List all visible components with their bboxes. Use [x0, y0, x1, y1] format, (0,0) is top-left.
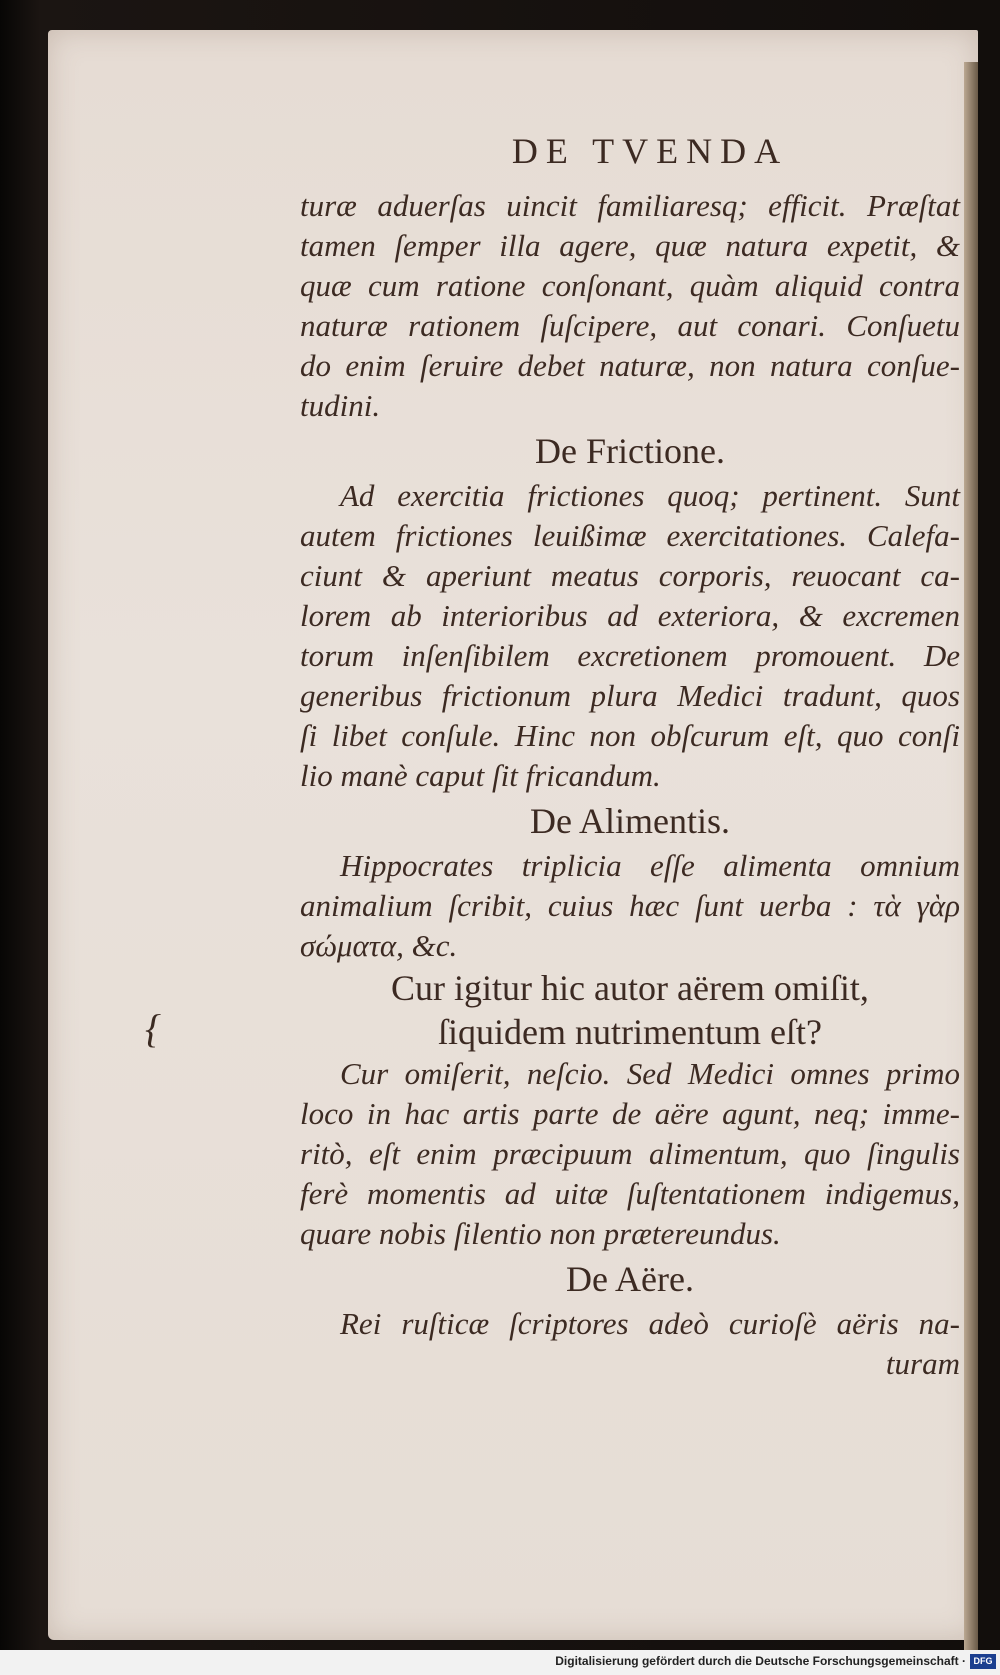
- text-line: Rei ruſticæ ſcriptores adeò curioſè aëris na-: [340, 1306, 960, 1341]
- text-line: loco in hac artis parte de aëre agunt, neq; imme-: [300, 1096, 960, 1131]
- margin-bracket: {: [145, 1006, 161, 1051]
- text-line: ferè momentis ad uitæ ſuſtentationem indigemus,: [300, 1176, 960, 1211]
- text-line: quæ cum ratione conſonant, quàm aliquid contra: [300, 268, 960, 303]
- page-text: [300, 130, 960, 1384]
- funding-credit: Digitalisierung gefördert durch die Deutsche Forschungsgemeinschaft ·: [555, 1654, 966, 1668]
- paragraph-answer: [300, 1054, 960, 1254]
- text-line: ſi libet conſule. Hinc non obſcurum eſt, quo conſi: [300, 718, 960, 753]
- section-heading-friction: De Frictione.: [535, 431, 725, 471]
- text-line: Hippocrates triplicia eſſe alimenta omnium: [340, 848, 960, 883]
- running-head: DE TVENDA: [511, 131, 789, 171]
- text-line: torum inſenſibilem excretionem promouent. De: [300, 638, 960, 673]
- text-line: tudini.: [300, 388, 381, 423]
- text-line: naturæ rationem ſuſcipere, aut conari. Conſuetu: [300, 308, 960, 343]
- catchword: turam: [885, 1346, 960, 1381]
- text-line: generibus frictionum plura Medici tradunt, quos: [300, 678, 960, 713]
- paragraph-continuation: [300, 186, 960, 426]
- text-line: quare nobis ſilentio non prætereundus.: [300, 1216, 781, 1251]
- text-line: σώματα, &c.: [300, 928, 458, 963]
- text-line: turæ aduerſas uincit familiaresq; efficit. Præſtat: [300, 188, 960, 223]
- question-line: Cur igitur hic autor aërem omiſit,: [391, 968, 869, 1008]
- paragraph-friction: [300, 476, 960, 796]
- paragraph-aliment: [300, 846, 960, 966]
- footer-bar: [0, 1650, 1000, 1675]
- text-line: ciunt & aperiunt meatus corporis, reuocant ca-: [300, 558, 960, 593]
- question-heading: [300, 966, 960, 1054]
- text-line: ritò, eſt enim præcipuum alimentum, quo ſingulis: [300, 1136, 960, 1171]
- text-line: do enim ſeruire debet naturæ, non natura conſue-: [300, 348, 960, 383]
- text-line: Cur omiſerit, neſcio. Sed Medici omnes primo: [340, 1056, 960, 1091]
- text-line: Ad exercitia frictiones quoq; pertinent. Sunt: [340, 478, 960, 513]
- section-heading-air: De Aëre.: [566, 1259, 694, 1299]
- text-line: autem frictiones leuißimæ exercitationes. Calefa-: [300, 518, 960, 553]
- text-line: lorem ab interioribus ad exteriora, & excremen: [300, 598, 960, 633]
- text-line: tamen ſemper illa agere, quæ natura expetit, &: [300, 228, 960, 263]
- page-edge: [964, 62, 978, 1662]
- section-heading-aliment: De Alimentis.: [530, 801, 730, 841]
- question-line: ſiquidem nutrimentum eſt?: [438, 1012, 822, 1052]
- text-line: lio manè caput ſit fricandum.: [300, 758, 661, 793]
- dfg-logo: DFG: [970, 1654, 996, 1669]
- paragraph-air: [300, 1304, 960, 1384]
- text-line: animalium ſcribit, cuius hæc ſunt uerba : τὰ γὰρ: [300, 888, 960, 923]
